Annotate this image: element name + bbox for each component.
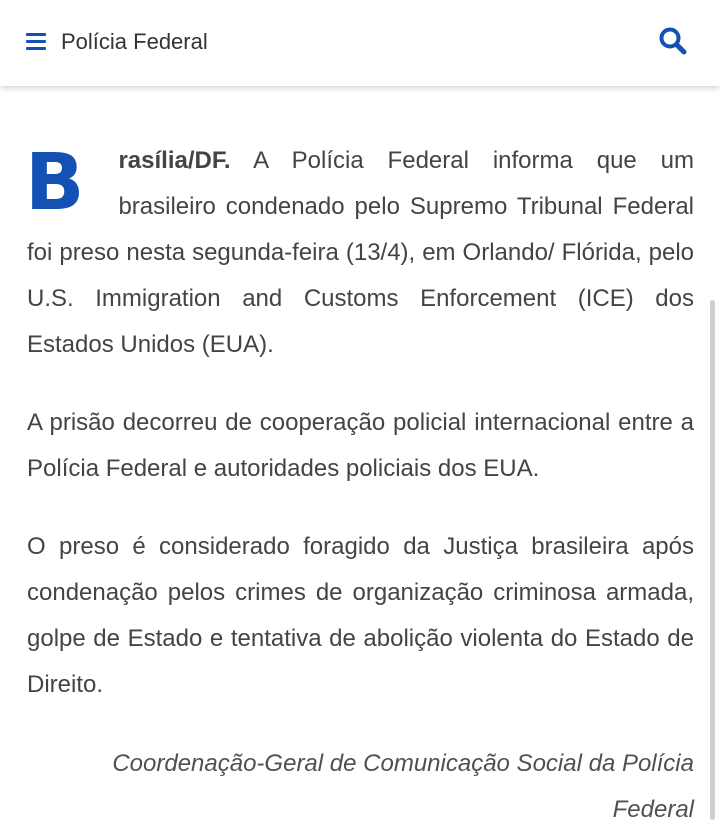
search-icon[interactable] — [656, 24, 690, 58]
menu-line — [26, 47, 46, 50]
hamburger-menu-icon[interactable] — [26, 32, 46, 50]
dateline: rasília/DF. — [118, 147, 231, 174]
dropcap-letter: B — [25, 138, 85, 228]
article-paragraph-1 — [27, 138, 694, 368]
menu-line — [26, 33, 46, 36]
header-bar — [0, 0, 720, 86]
site-title[interactable]: Polícia Federal — [61, 29, 208, 54]
paragraph-1-text: A Polícia Federal informa que um brasileiro condenado pelo Supremo Tribunal Federal foi preso nesta segunda-feira (13/4), em Orlando/ Flórida, pelo U.S. Immigration and Customs Enforcement (ICE) dos Estados Unidos (EUA). — [27, 147, 694, 358]
menu-line — [26, 40, 46, 43]
scrollbar[interactable] — [710, 300, 715, 820]
signature: Coordenação-Geral de Comunicação Social da Polícia Federal — [112, 750, 694, 823]
article-paragraph-3: O preso é considerado foragido da Justiça brasileira após condenação pelos crimes de organização criminosa armada, golpe de Estado e tentativa de abolição violenta do Estado de Direito. — [27, 533, 694, 698]
article-body — [27, 138, 694, 740]
article-paragraph-2: A prisão decorreu de cooperação policial internacional entre a Polícia Federal e autoridades policiais dos EUA. — [27, 409, 694, 482]
